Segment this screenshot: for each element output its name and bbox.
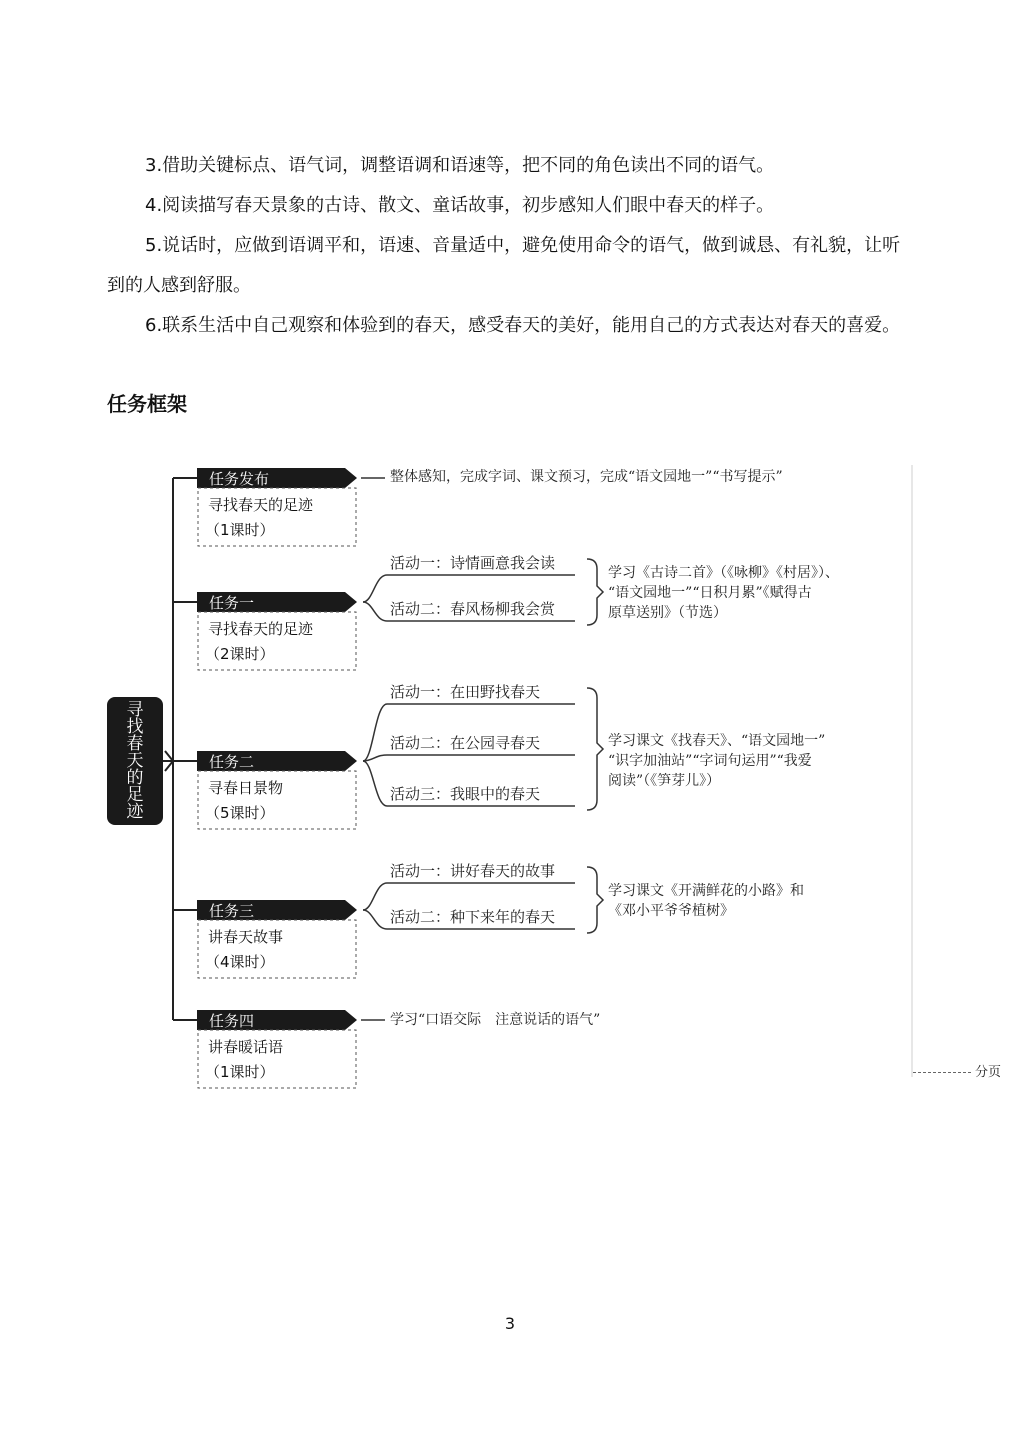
page-break-label: 分页: [975, 1065, 1002, 1080]
task-note: 学习“口语交际 注意说话的语气”: [390, 1012, 601, 1028]
task-name: 寻春日景物: [208, 779, 284, 797]
task-note: 学习课文《开满鲜花的小路》和: [608, 883, 804, 899]
task-tag-label: 任务四: [209, 1012, 255, 1030]
task-hours: （5课时）: [205, 804, 275, 822]
activity-label: 活动一：在田野找春天: [390, 683, 541, 701]
activity-label: 活动二：在公园寻春天: [390, 734, 541, 752]
task-hours: （1课时）: [205, 521, 275, 539]
root-tag-char: 天: [126, 751, 144, 771]
activity-brace: [587, 559, 603, 625]
objective-3: 3.借助关键标点、语气词，调整语调和语速等，把不同的角色读出不同的语气。: [145, 155, 775, 176]
task-note: 原草送别》（节选）: [608, 605, 727, 621]
root-tag-char: 的: [126, 768, 144, 788]
activity-label: 活动三：我眼中的春天: [390, 785, 541, 803]
task-note: “语文园地一”“日积月累”《赋得古: [608, 585, 812, 601]
root-tag-char: 寻: [126, 700, 144, 720]
task-tag-label: 任务二: [209, 753, 255, 771]
activity-link: [363, 704, 575, 761]
task-name: 寻找春天的足迹: [208, 620, 314, 638]
task-name: 讲春天故事: [208, 928, 284, 946]
objective-5: 5.说话时，应做到语调平和，语速、音量适中，避免使用命令的语气，做到诚恳、有礼貌，让听到的人感到舒服。: [107, 235, 901, 296]
task-note: 学习《古诗二首》（《咏柳》《村居》）、: [608, 565, 839, 581]
root-tag-char: 找: [126, 717, 144, 737]
page-break-marker: [913, 1061, 1001, 1080]
task-tag-label: 任务一: [209, 594, 255, 612]
objective-6: 6.联系生活中自己观察和体验到的春天，感受春天的美好，能用自己的方式表达对春天的喜爱。: [145, 315, 901, 336]
activity-label: 活动一：诗情画意我会读: [390, 554, 556, 572]
task-note: 学习课文《找春天》、“语文园地一”: [608, 733, 826, 749]
task-note: 《邓小平爷爷植树》: [608, 903, 734, 919]
section-heading: 任务框架: [107, 392, 187, 416]
activity-label: 活动二：种下来年的春天: [390, 908, 556, 926]
root-tag-char: 足: [126, 785, 144, 805]
activity-label: 活动二：春风杨柳我会赏: [390, 600, 556, 618]
objective-4: 4.阅读描写春天景象的古诗、散文、童话故事，初步感知人们眼中春天的样子。: [145, 195, 775, 216]
task-framework-diagram: [105, 465, 915, 1081]
activity-link: [363, 883, 575, 910]
activity-link: [363, 575, 575, 602]
task-note: 整体感知，完成字词、课文预习，完成“语文园地一”“书写提示”: [390, 469, 783, 485]
activity-label: 活动一：讲好春天的故事: [390, 862, 556, 880]
task-name: 寻找春天的足迹: [208, 496, 314, 514]
task-tag-label: 任务三: [209, 902, 255, 920]
task-tag-label: 任务发布: [209, 470, 270, 488]
activity-link: [363, 755, 575, 761]
task-note: 阅读”（《笋芽儿》）: [608, 773, 721, 789]
activity-brace: [587, 688, 603, 810]
activity-brace: [587, 867, 603, 933]
page-number: 3: [504, 1314, 516, 1333]
task-hours: （4课时）: [205, 953, 275, 971]
task-hours: （2课时）: [205, 645, 275, 663]
root-tag-char: 迹: [126, 802, 144, 822]
task-note: “识字加油站”“字词句运用”“我爱: [608, 753, 812, 769]
task-hours: （1课时）: [205, 1063, 275, 1081]
root-tag-char: 春: [126, 734, 144, 754]
task-name: 讲春暖话语: [208, 1038, 284, 1056]
root-connector: [163, 751, 173, 771]
